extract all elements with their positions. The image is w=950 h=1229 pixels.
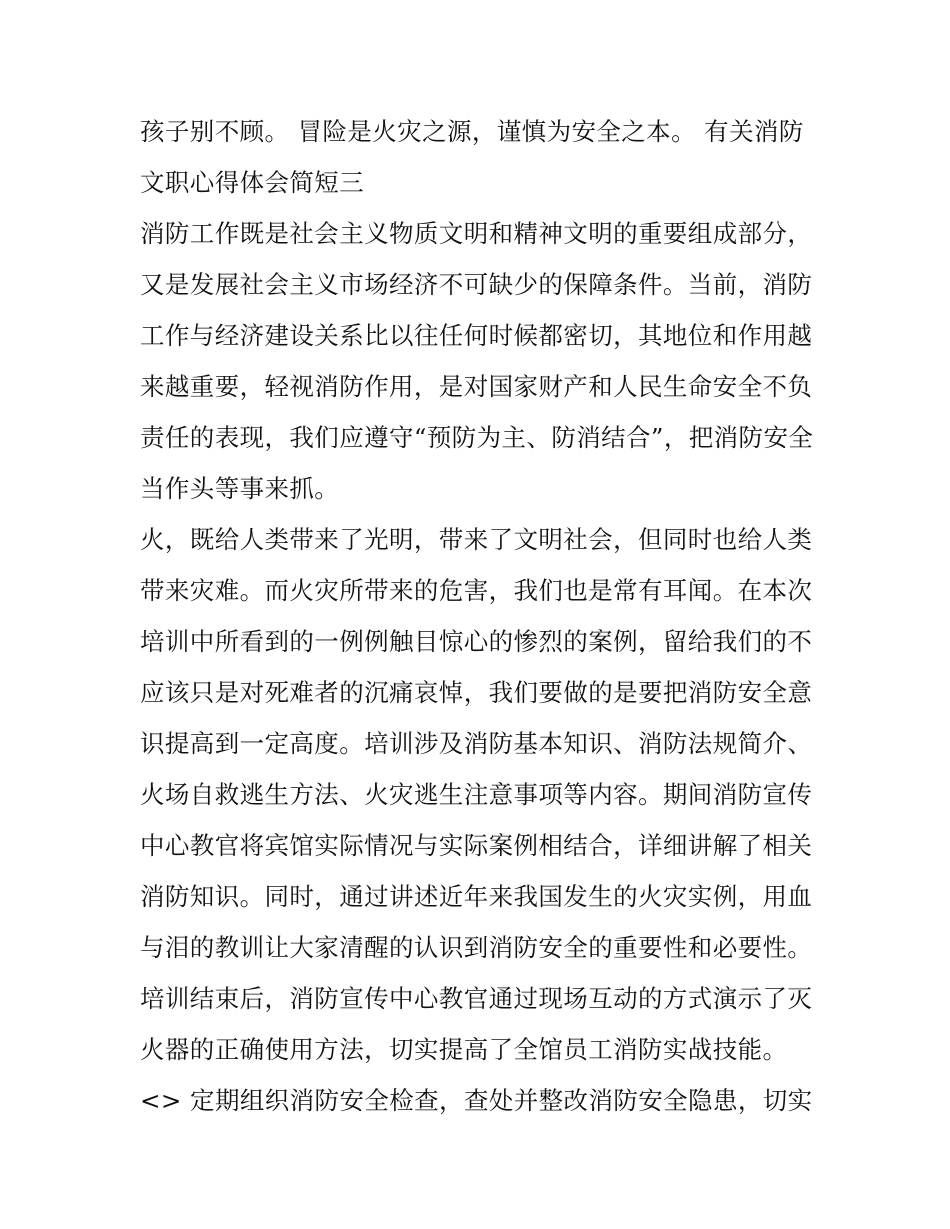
text-line: 来越重要，轻视消防作用，是对国家财产和人民生命安全不负 (140, 372, 813, 401)
text-line: 责任的表现，我们应遵守“预防为主、防消结合”，把消防安全 (140, 423, 814, 452)
text-line: 当作头等事来抓。 (140, 474, 340, 503)
text-line: 识提高到一定高度。培训涉及消防基本知识、消防法规简介、 (140, 729, 813, 758)
text-line: 培训结束后，消防宣传中心教官通过现场互动的方式演示了灭 (140, 984, 813, 1013)
text-line: 工作与经济建设关系比以往任何时候都密切，其地位和作用越 (140, 321, 813, 350)
text-line: 消防知识。同时，通过讲述近年来我国发生的火灾实例，用血 (140, 882, 813, 911)
section-heading-line: 文职心得体会简短三 (140, 168, 365, 197)
text-line: 火，既给人类带来了光明，带来了文明社会，但同时也给人类 (140, 525, 813, 554)
text-line: 中心教官将宾馆实际情况与实际案例相结合，详细讲解了相关 (140, 831, 813, 860)
text-line: 与泪的教训让大家清醒的认识到消防安全的重要性和必要性。 (140, 933, 813, 962)
text-line: <> 定期组织消防安全检查，查处并整改消防安全隐患，切实 (140, 1086, 813, 1115)
text-line: 带来灾难。而火灾所带来的危害，我们也是常有耳闻。在本次 (140, 576, 813, 605)
text-line: 火器的正确使用方法，切实提高了全馆员工消防实战技能。 (140, 1035, 788, 1064)
document-body (140, 106, 820, 1126)
text-line: 又是发展社会主义市场经济不可缺少的保障条件。当前，消防 (140, 270, 813, 299)
text-line: 孩子别不顾。 冒险是火灾之源，谨慎为安全之本。 有关消防 (140, 117, 804, 146)
text-line: 培训中所看到的一例例触目惊心的惨烈的案例，留给我们的不 (140, 627, 813, 656)
text-line: 火场自救逃生方法、火灾逃生注意事项等内容。期间消防宣传 (140, 780, 813, 809)
text-line: 消防工作既是社会主义物质文明和精神文明的重要组成部分， (140, 219, 813, 248)
text-line: 应该只是对死难者的沉痛哀悼，我们要做的是要把消防安全意 (140, 678, 813, 707)
